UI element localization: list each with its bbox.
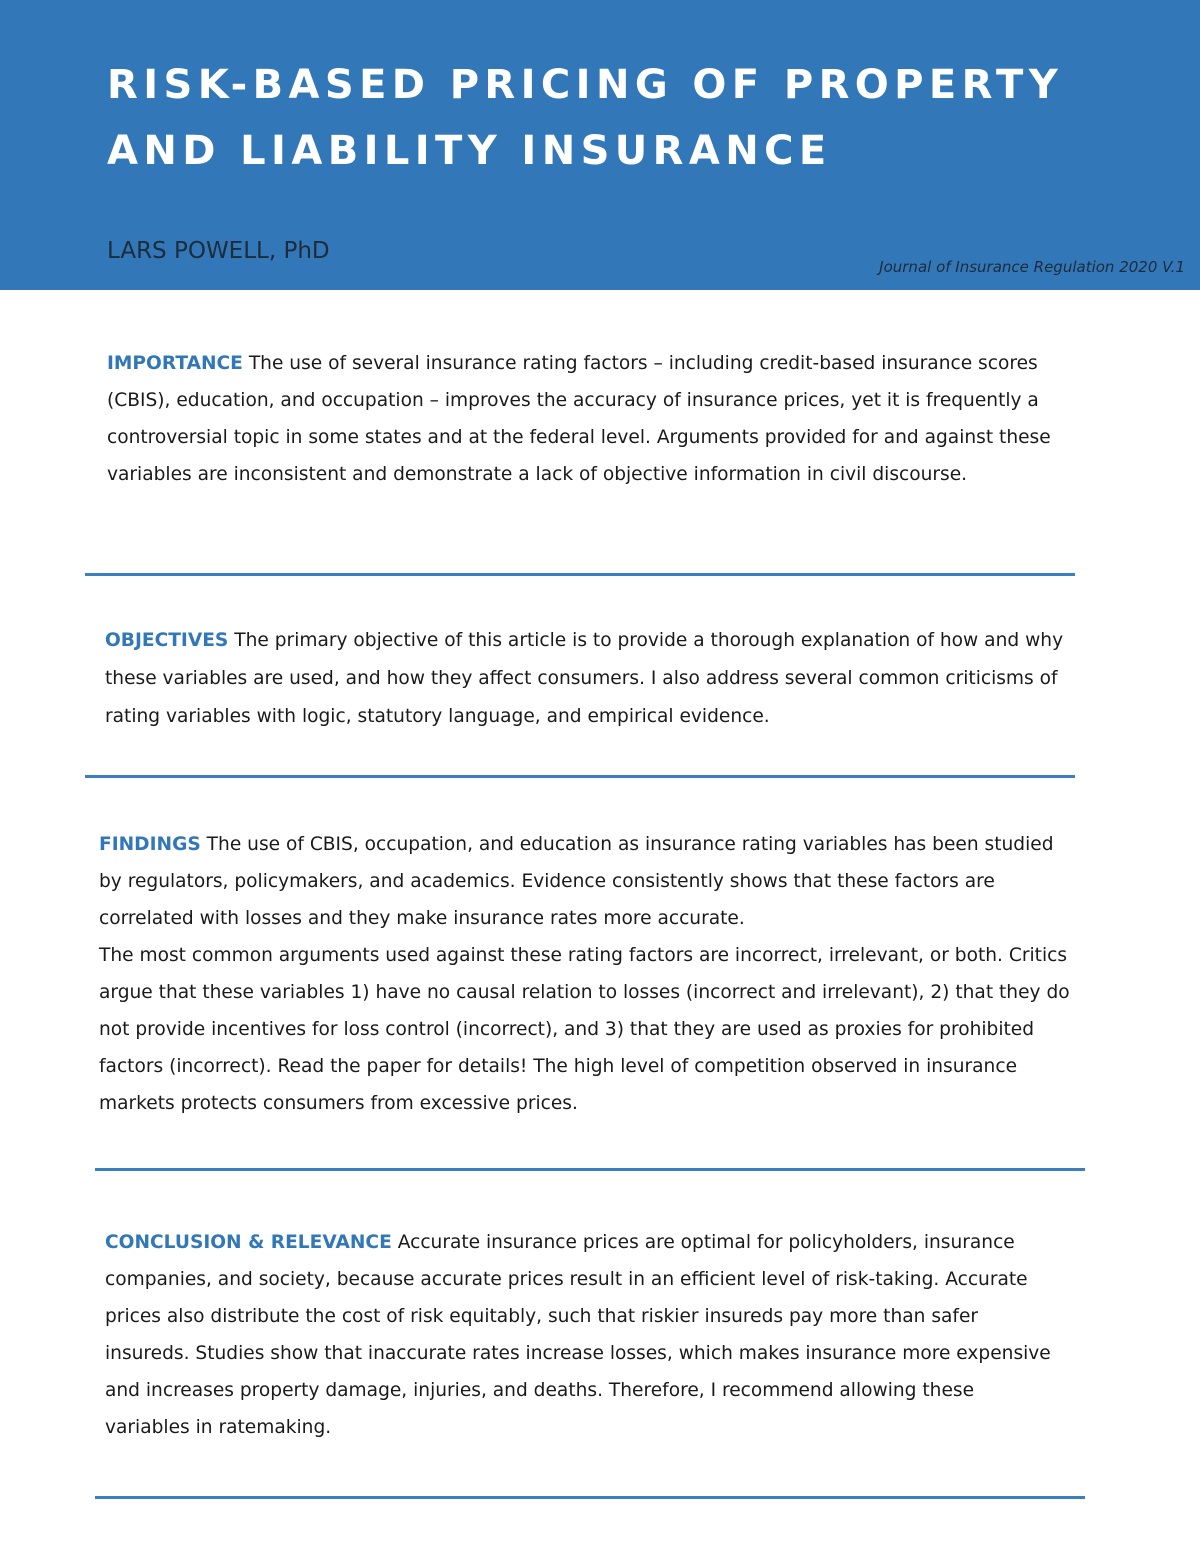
- objectives-text: The primary objective of this article is to provide a thorough explanation of how and why these variables are used, and how they affect consumers. I also address several common criticisms of rating variables with logic, statutory language, and empirical evidence.: [105, 630, 1064, 727]
- section-divider: [95, 1496, 1085, 1499]
- findings-paragraph-1: [99, 826, 1079, 937]
- author-name: LARS POWELL, PhD: [107, 238, 330, 264]
- title-line-1: RISK-BASED PRICING OF PROPERTY: [107, 62, 1064, 108]
- importance-section: [107, 345, 1067, 493]
- journal-citation: Journal of Insurance Regulation 2020 V.1: [879, 258, 1185, 276]
- conclusion-text: Accurate insurance prices are optimal for policyholders, insurance companies, and society, because accurate prices result in an efficient level of risk-taking. Accurate prices also distribute the cost of risk equitably, such that riskier insureds pay more than safer insureds. Studies show that inaccurate rates increase losses, which makes insurance more expensive and increases property damage, injuries, and deaths. Therefore, I recommend allowing these variables in ratemaking.: [105, 1232, 1051, 1438]
- section-divider: [85, 775, 1075, 778]
- section-divider: [85, 573, 1075, 576]
- page-title: [107, 52, 1167, 184]
- findings-label: FINDINGS: [99, 834, 201, 855]
- findings-paragraph-2: The most common arguments used against these rating factors are incorrect, irrelevant, or both. Critics argue that these variables 1) have no causal relation to losses (incorrect and irrelevant), 2) that they do not provide incentives for loss control (incorrect), and 3) that they are used as proxies for prohibited factors (incorrect). Read the paper for details! The high level of competition observed in insurance markets protects consumers from excessive prices.: [99, 945, 1070, 1114]
- findings-section: [99, 826, 1079, 1122]
- objectives-section: [105, 622, 1075, 736]
- importance-label: IMPORTANCE: [107, 353, 243, 374]
- header-banner: [0, 0, 1200, 290]
- findings-text: The use of CBIS, occupation, and education as insurance rating variables has been studied by regulators, policymakers, and academics. Evidence consistently shows that these factors are correlated with losses and they make insurance rates more accurate.: [99, 834, 1054, 929]
- title-line-2: AND LIABILITY INSURANCE: [107, 128, 832, 174]
- conclusion-label: CONCLUSION & RELEVANCE: [105, 1232, 392, 1253]
- importance-text: The use of several insurance rating factors – including credit-based insurance scores (CBIS), education, and occupation – improves the accuracy of insurance prices, yet it is frequently a controversial topic in some states and at the federal level. Arguments provided for and against these variables are inconsistent and demonstrate a lack of objective information in civil discourse.: [107, 353, 1051, 485]
- objectives-label: OBJECTIVES: [105, 630, 229, 651]
- section-divider: [95, 1168, 1085, 1171]
- conclusion-section: [105, 1224, 1055, 1446]
